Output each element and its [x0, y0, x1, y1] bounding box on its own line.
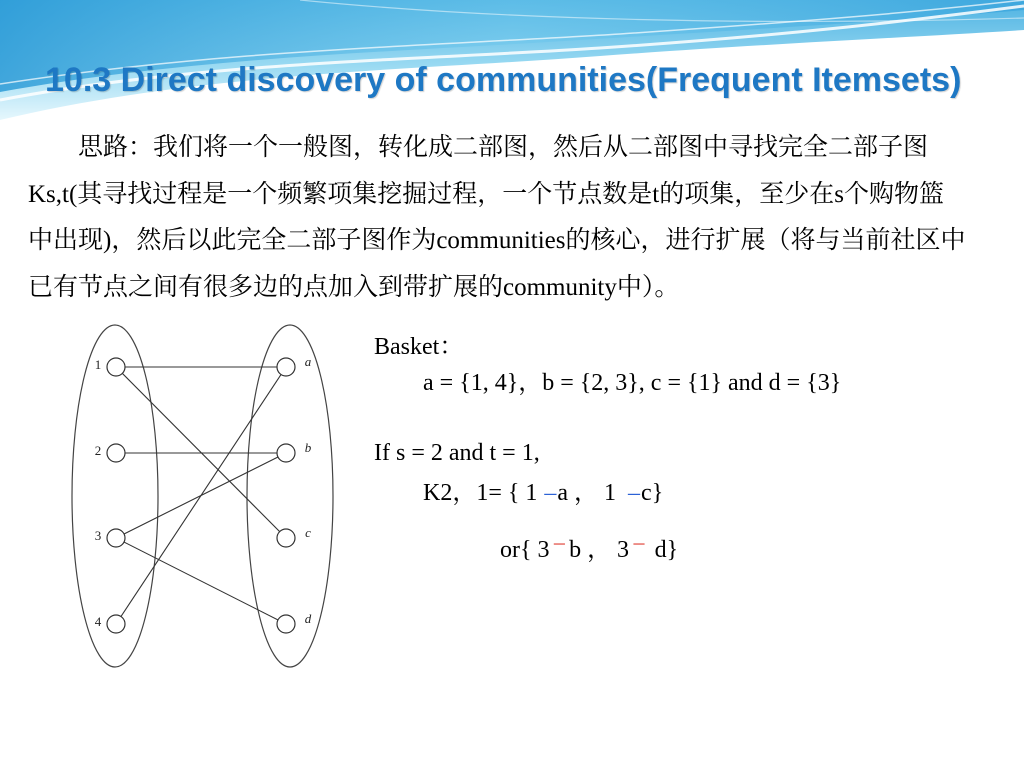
k21-suffix: c} — [641, 480, 664, 506]
node-label-right: b — [304, 440, 312, 455]
node-label-left: 1 — [94, 357, 102, 372]
or-mid: b ， 3 — [569, 537, 630, 563]
node-label-left: 4 — [94, 614, 102, 629]
or-prefix: or{ 3 — [500, 537, 550, 563]
basket-label: Basket： — [374, 334, 464, 360]
basket-sets: a = {1, 4}，b = {2, 3}, c = {1} and d = {3} — [423, 370, 842, 396]
node-label-left: 2 — [94, 443, 102, 458]
k21-line — [423, 478, 663, 508]
or-suffix: d} — [648, 537, 679, 563]
node-right-a — [277, 358, 295, 376]
node-label-right: c — [305, 525, 311, 540]
edges-group — [116, 367, 286, 624]
node-label-left: 3 — [94, 528, 102, 543]
node-left-4 — [107, 615, 125, 633]
body-line: 已有节点之间有很多边的点加入到带扩展的community中）。 — [28, 273, 680, 301]
k21-prefix: K2，1= { 1 — [423, 480, 544, 506]
k21-dash: – — [628, 480, 641, 506]
edge-3-d — [116, 538, 286, 624]
node-right-c — [277, 529, 295, 547]
or-line — [500, 532, 679, 565]
node-label-right: a — [304, 354, 312, 369]
node-label-right: d — [304, 611, 312, 626]
node-right-d — [277, 615, 295, 633]
body-line: 中出现)，然后以此完全二部子图作为communities的核心，进行扩展（将与当前社区中 — [28, 227, 966, 254]
bipartite-graph — [60, 315, 360, 685]
or-dash: − — [552, 532, 567, 558]
node-left-1 — [107, 358, 125, 376]
node-right-b — [277, 444, 295, 462]
slide-title: 10.3 Direct discovery of communities(Frequent Itemsets) — [45, 61, 962, 99]
node-left-3 — [107, 529, 125, 547]
or-dash: − — [632, 532, 646, 558]
edge-4-a — [116, 367, 286, 624]
body-paragraph — [28, 125, 1018, 311]
k21-dash: – — [544, 480, 557, 506]
k21-mid: a ， 1 — [557, 480, 617, 506]
body-line: 思路：我们将一个一般图，转化成二部图，然后从二部图中寻找完全二部子图 — [78, 134, 929, 161]
condition-text: If s = 2 and t = 1, — [374, 440, 540, 466]
body-line: Ks,t(其寻找过程是一个频繁项集挖掘过程，一个节点数是t的项集，至少在s个购物篮 — [28, 180, 944, 208]
node-left-2 — [107, 444, 125, 462]
